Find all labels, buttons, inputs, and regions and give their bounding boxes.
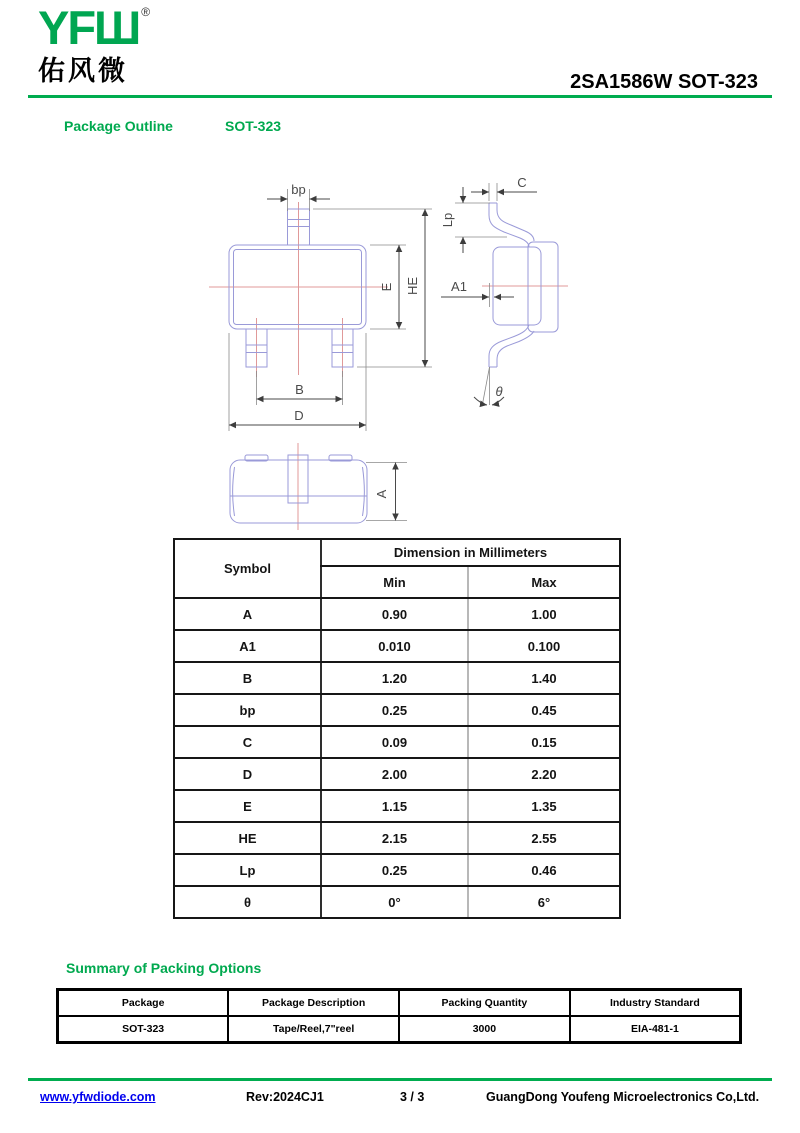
max-cell: 1.00 [468,598,620,630]
company-logo [38,1,151,86]
packing-cell-description: Tape/Reel,7"reel [228,1016,399,1043]
symbol-cell: B [174,662,321,694]
packing-summary-heading: Summary of Packing Options [66,960,262,976]
dim-label-e: E [379,282,394,292]
min-cell: 0.90 [321,598,468,630]
min-cell: 2.00 [321,758,468,790]
dimension-table [173,538,621,919]
dim-label-lp: Lp [440,212,455,228]
registered-trademark-icon: ® [141,5,151,19]
symbol-cell: D [174,758,321,790]
packing-cell-quantity: 3000 [399,1016,570,1043]
table-row [174,790,620,822]
table-row [174,726,620,758]
package-outline-heading: Package Outline [64,118,173,134]
max-cell: 1.35 [468,790,620,822]
dim-label-theta: θ [495,384,503,399]
table-row [174,630,620,662]
symbol-cell: θ [174,886,321,918]
max-cell: 6° [468,886,620,918]
dim-label-a: A [374,489,389,499]
logo-yf: YFШ [38,1,140,54]
min-cell: 2.15 [321,822,468,854]
max-cell: 0.100 [468,630,620,662]
dim-table-symbol-header: Symbol [174,539,321,598]
packing-options-table [56,988,742,1044]
max-cell: 2.55 [468,822,620,854]
table-row [174,598,620,630]
packing-cell-standard: EIA-481-1 [570,1016,741,1043]
dim-label-c: C [517,175,527,190]
dim-label-he: HE [405,276,420,296]
symbol-cell: Lp [174,854,321,886]
dim-label-b: B [295,382,304,397]
packing-cell-package: SOT-323 [58,1016,229,1043]
symbol-cell: E [174,790,321,822]
min-cell: 0° [321,886,468,918]
packing-header-standard: Industry Standard [570,990,741,1017]
package-drawing [130,155,600,540]
table-row [174,886,620,918]
min-cell: 1.20 [321,662,468,694]
website-link[interactable]: www.yfwdiode.com [40,1090,156,1104]
min-cell: 1.15 [321,790,468,822]
dim-label-bp: bp [291,182,306,197]
front-view [209,182,432,431]
max-cell: 0.15 [468,726,620,758]
page-indicator: 3 / 3 [400,1090,425,1104]
table-row [174,758,620,790]
packing-header-quantity: Packing Quantity [399,990,570,1017]
side-view [440,175,568,405]
symbol-cell: HE [174,822,321,854]
min-cell: 0.09 [321,726,468,758]
table-header-row [58,990,741,1017]
symbol-cell: bp [174,694,321,726]
part-number-title: 2SA1586W SOT-323 [570,71,758,93]
table-row [174,822,620,854]
dim-label-a1: A1 [451,279,467,294]
table-row [174,694,620,726]
max-cell: 0.46 [468,854,620,886]
dim-table-max-header: Max [468,566,620,598]
table-row [174,662,620,694]
header-divider [28,95,772,98]
packing-header-description: Package Description [228,990,399,1017]
logo-chinese-name: 佑风微 [38,56,128,86]
company-name: GuangDong Youfeng Microelectronics Co,Ltd. [486,1090,760,1104]
min-cell: 0.010 [321,630,468,662]
revision-label: Rev:2024CJ1 [246,1090,324,1104]
symbol-cell: A [174,598,321,630]
max-cell: 0.45 [468,694,620,726]
max-cell: 1.40 [468,662,620,694]
max-cell: 2.20 [468,758,620,790]
symbol-cell: C [174,726,321,758]
packing-header-package: Package [58,990,229,1017]
symbol-cell: A1 [174,630,321,662]
footer-divider [28,1078,772,1081]
min-cell: 0.25 [321,694,468,726]
bottom-view [230,443,407,530]
dim-table-min-header: Min [321,566,468,598]
min-cell: 0.25 [321,854,468,886]
dim-label-d: D [294,408,304,423]
dim-table-dimension-header: Dimension in Millimeters [321,539,620,566]
package-name-heading: SOT-323 [225,118,282,134]
table-row [174,854,620,886]
table-row [58,1016,741,1043]
logo-yfw-text [38,1,140,54]
